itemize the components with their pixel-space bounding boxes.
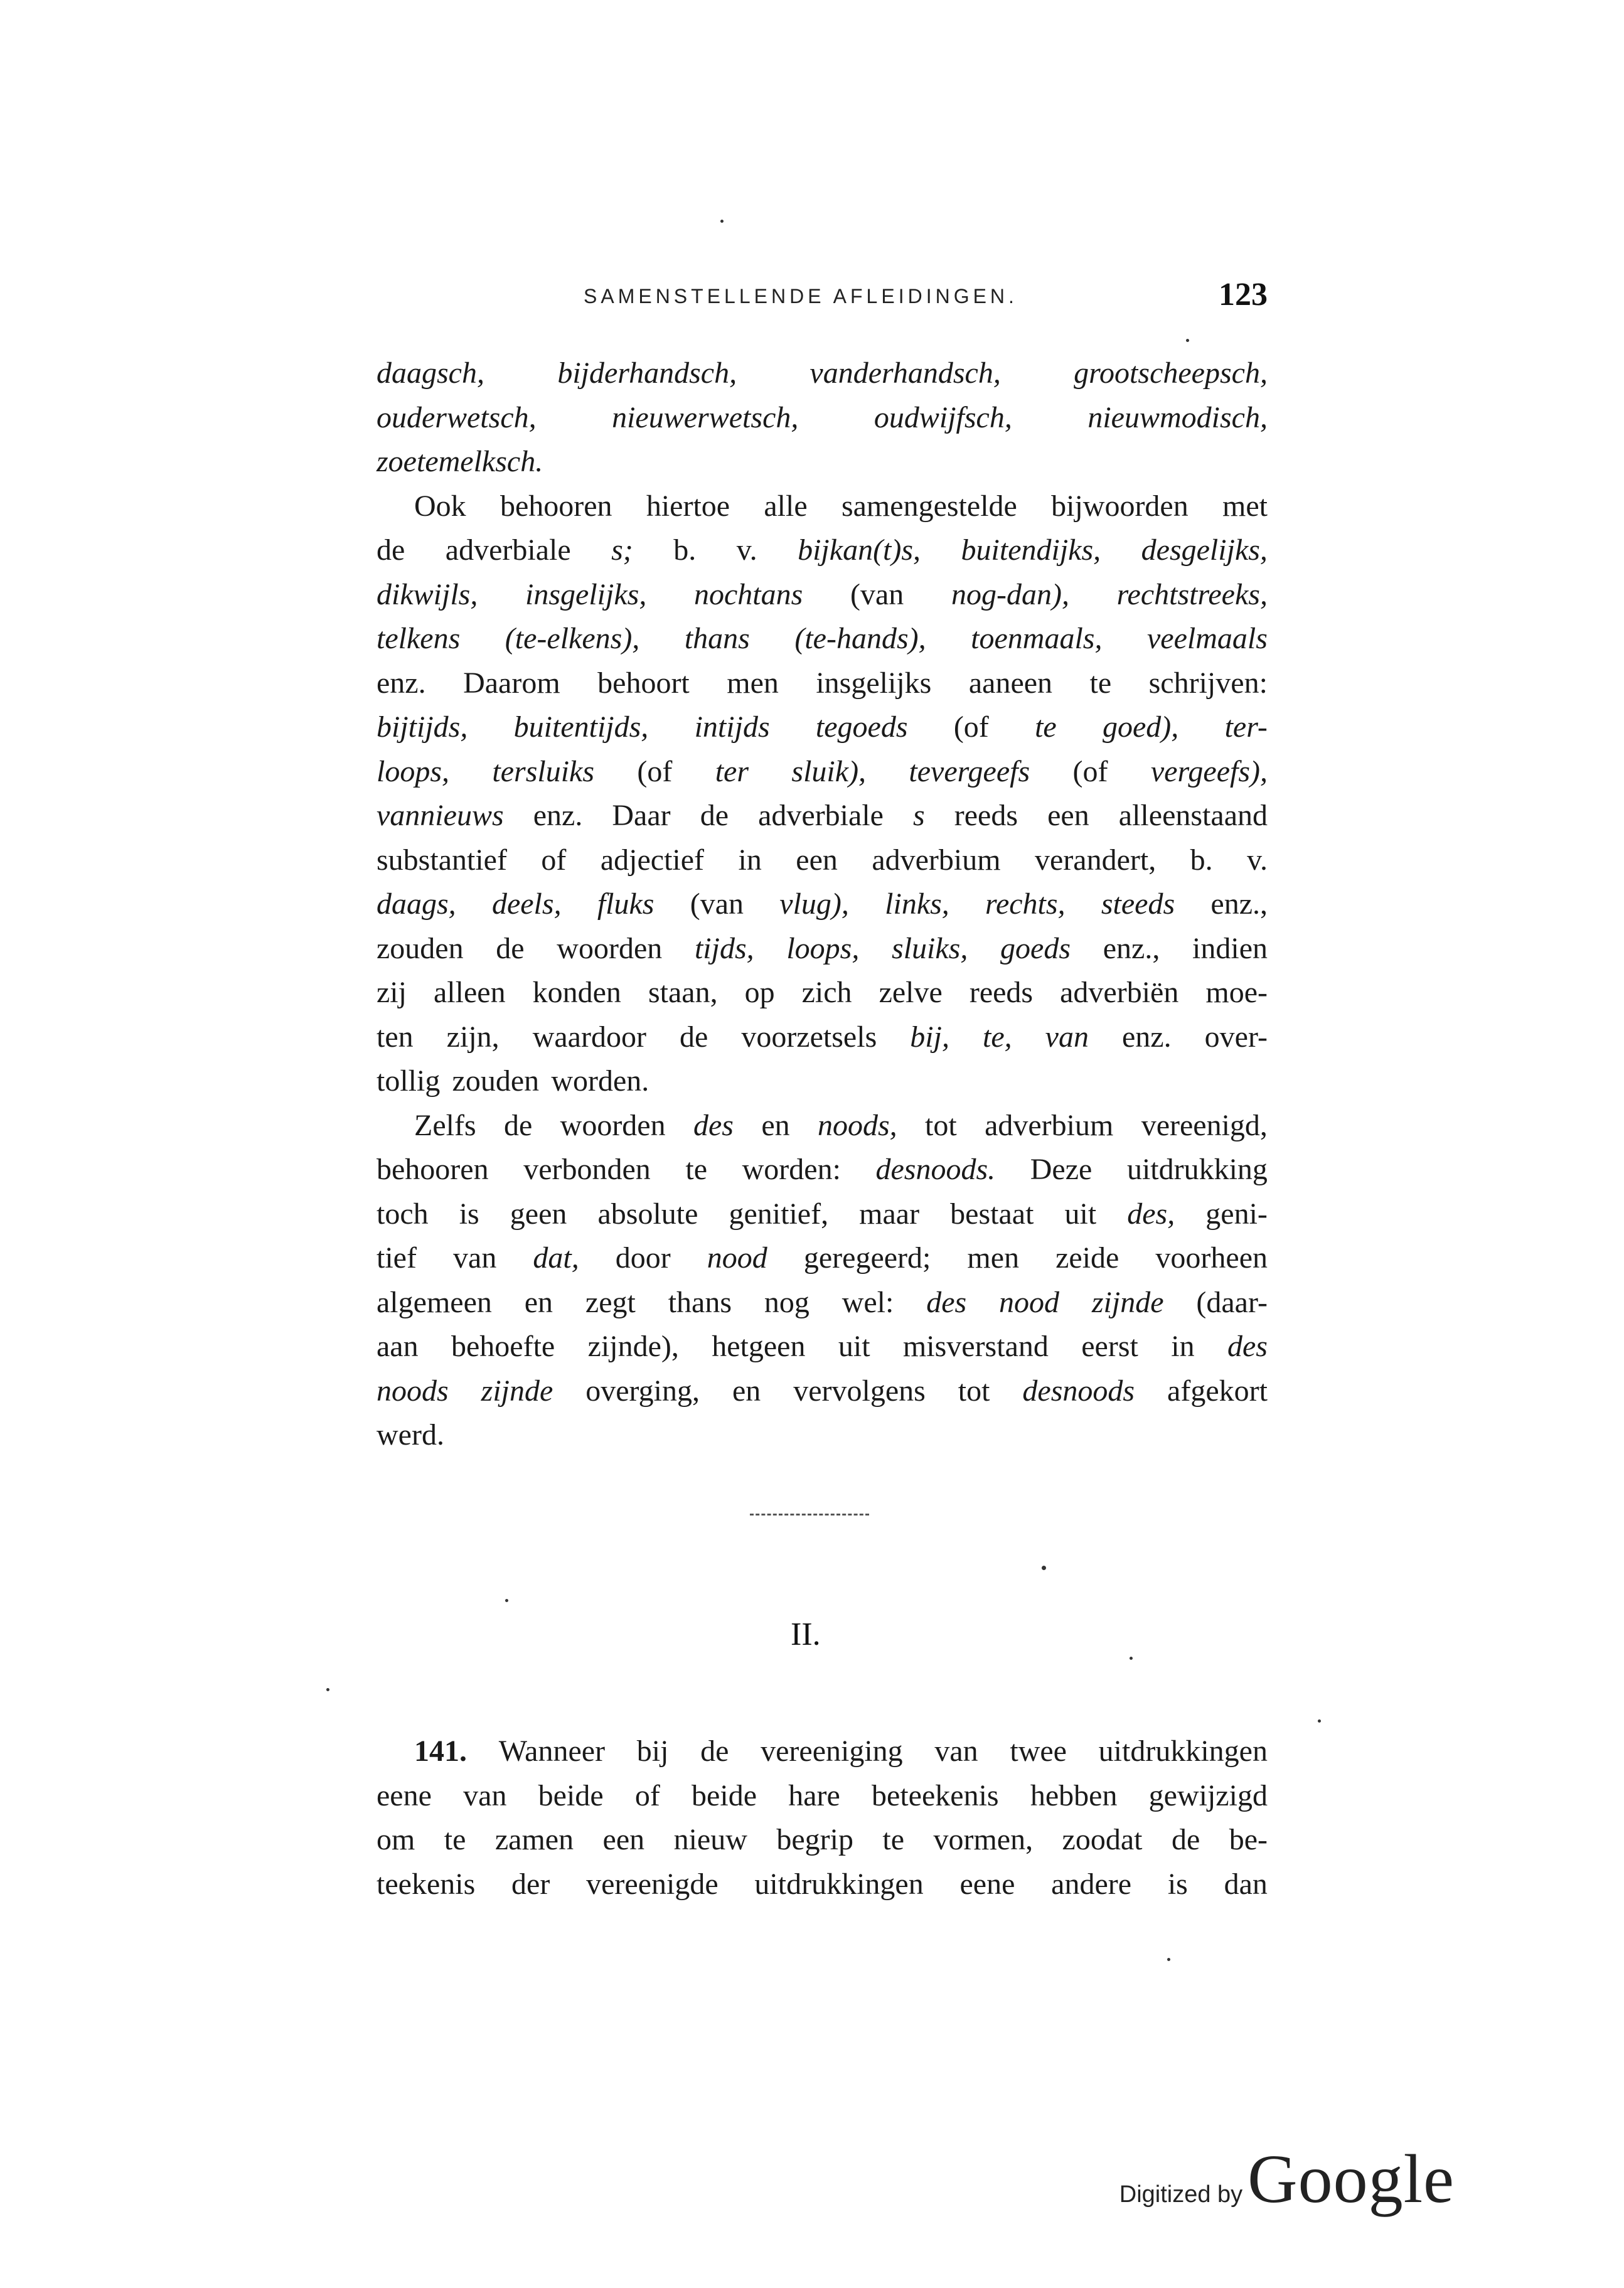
word: rechtstreeks,: [1116, 577, 1268, 611]
word: adverbiale: [445, 533, 571, 567]
word: intijds: [694, 710, 770, 744]
word: alle: [764, 489, 808, 523]
word: nog: [764, 1285, 809, 1319]
word: begrip: [776, 1823, 853, 1856]
word: vormen,: [933, 1823, 1034, 1856]
digitized-label: Digitized by: [1119, 2181, 1243, 2208]
word: vervolgens: [793, 1374, 926, 1408]
word: ten: [377, 1020, 414, 1054]
text-line: [377, 705, 1268, 750]
text-line: [377, 1236, 1268, 1281]
word: samengestelde: [841, 489, 1017, 523]
scan-speck: [1042, 1566, 1046, 1570]
text-line: [377, 971, 1268, 1015]
word: adverbiën: [1060, 976, 1179, 1009]
word: desgelijks,: [1141, 533, 1268, 567]
word: alleenstaand: [1118, 799, 1268, 832]
word: zamen: [494, 1823, 574, 1856]
word: (van: [850, 577, 904, 611]
word: (daar-: [1196, 1285, 1268, 1319]
word: verandert,: [1035, 843, 1157, 877]
word: de: [700, 1735, 729, 1768]
word: grootscheepsch,: [1074, 356, 1268, 390]
text-line: [377, 794, 1268, 838]
text-line: [377, 1015, 1268, 1060]
word: links,: [885, 887, 949, 921]
word: v.: [736, 533, 757, 567]
scan-speck: [1318, 1719, 1321, 1723]
scan-speck: [1186, 339, 1189, 342]
word: werd.: [377, 1418, 444, 1451]
word: bijwoorden: [1051, 489, 1189, 523]
word: tersluiks: [492, 754, 595, 788]
word: algemeen: [377, 1285, 492, 1319]
word: en: [732, 1374, 761, 1408]
word: eene: [377, 1778, 432, 1812]
word: nieuwerwetsch,: [612, 400, 799, 434]
word: dan: [1224, 1867, 1268, 1901]
word: des,: [1127, 1197, 1175, 1231]
word: gewijzigd: [1148, 1778, 1268, 1812]
word: tot: [958, 1374, 990, 1408]
word: (te-hands),: [794, 622, 926, 655]
word: enz.: [533, 799, 583, 832]
running-head: [377, 276, 1268, 320]
word: eene: [959, 1867, 1015, 1901]
word: toch: [377, 1197, 429, 1231]
word: waardoor: [532, 1020, 646, 1054]
word: loops,: [377, 754, 450, 788]
word: vanderhandsch,: [809, 356, 1001, 390]
word: andere: [1051, 1867, 1132, 1901]
text-line: [377, 440, 1268, 484]
word: dat,: [533, 1241, 579, 1275]
paragraph-141: [377, 1729, 1268, 1906]
word: reeds: [954, 799, 1018, 832]
word: insgelijks,: [525, 577, 647, 611]
word: is: [459, 1197, 479, 1231]
word: tollig: [377, 1064, 441, 1098]
word: bijtijds,: [377, 710, 468, 744]
word: nog-dan),: [951, 577, 1069, 611]
word: hare: [788, 1778, 840, 1812]
text-line: [377, 1413, 1268, 1458]
word: der: [511, 1867, 550, 1901]
word: enz.: [377, 666, 426, 700]
word: steeds: [1101, 887, 1175, 921]
word: vereenigde: [586, 1867, 719, 1901]
word: (van: [690, 887, 744, 921]
word: te: [685, 1153, 708, 1186]
word: telkens: [377, 622, 461, 655]
word: van: [453, 1241, 497, 1275]
word: ter-: [1224, 710, 1268, 744]
word: vergeefs),: [1150, 754, 1268, 788]
word: nood: [707, 1241, 767, 1275]
word: enz.,: [1103, 931, 1160, 965]
word: uit: [838, 1330, 870, 1363]
text-line: [377, 1729, 1268, 1773]
body-text: [377, 351, 1268, 1458]
word: oudwijfsch,: [873, 400, 1012, 434]
word: tief: [377, 1241, 417, 1275]
word: daagsch,: [377, 356, 484, 390]
word: woorden: [560, 1108, 666, 1142]
word: afgekort: [1167, 1374, 1268, 1408]
word: loops,: [786, 931, 860, 965]
scan-speck: [720, 220, 724, 223]
word: alleen: [434, 976, 506, 1009]
word: Daar: [612, 799, 671, 832]
text-line: [377, 573, 1268, 617]
word: de: [496, 931, 525, 965]
word: des: [693, 1108, 734, 1142]
word: op: [744, 976, 775, 1009]
word: daags,: [377, 887, 456, 921]
word: zij: [377, 976, 407, 1009]
word: (of: [953, 710, 989, 744]
word: is: [1167, 1867, 1188, 1901]
word: beide: [692, 1778, 757, 1812]
word: Wanneer: [498, 1735, 606, 1768]
word: insgelijks: [816, 666, 932, 700]
text-line: [377, 750, 1268, 794]
word: en: [524, 1285, 553, 1319]
word: thans: [684, 622, 750, 655]
word: voorheen: [1155, 1241, 1268, 1275]
word: noods: [377, 1374, 449, 1408]
word: aan: [377, 1330, 419, 1363]
word: desnoods: [1022, 1374, 1135, 1408]
word: des: [1227, 1330, 1268, 1363]
word: nieuw: [673, 1823, 747, 1856]
word: konden: [532, 976, 621, 1009]
word: zijnde: [481, 1374, 553, 1408]
word: genitief,: [729, 1197, 829, 1231]
word: moe-: [1205, 976, 1268, 1009]
digitized-by-google-watermark: [1119, 2139, 1455, 2219]
word: misverstand: [902, 1330, 1049, 1363]
scan-speck: [326, 1688, 329, 1691]
word: zoetemelksch.: [377, 445, 543, 478]
word: dikwijls,: [377, 577, 478, 611]
word: adverbium: [872, 843, 1001, 877]
text-line: [377, 1862, 1268, 1906]
word: hetgeen: [712, 1330, 806, 1363]
word: te: [1035, 710, 1057, 744]
word: twee: [1010, 1735, 1067, 1768]
text-line: [377, 1192, 1268, 1237]
word: een: [1047, 799, 1089, 832]
word: des: [926, 1285, 967, 1319]
word: beide: [538, 1778, 604, 1812]
word: zouden: [452, 1064, 540, 1098]
word: staan,: [648, 976, 718, 1009]
word: bestaat: [950, 1197, 1034, 1231]
word: b.: [1190, 843, 1213, 877]
word: van: [934, 1735, 978, 1768]
word: Daarom: [463, 666, 560, 700]
word: vlug),: [779, 887, 849, 921]
word: ouderwetsch,: [377, 400, 537, 434]
word: behooren: [499, 489, 612, 523]
word: zijnde: [1091, 1285, 1164, 1319]
word: desnoods.: [875, 1153, 996, 1186]
word: behooren: [377, 1153, 489, 1186]
word: de: [679, 1020, 708, 1054]
word: goeds: [1000, 931, 1071, 965]
word: bijkan(t)s,: [798, 533, 921, 567]
word: Deze: [1030, 1153, 1092, 1186]
word: wel:: [841, 1285, 894, 1319]
word: zijn,: [446, 1020, 499, 1054]
word: voorzetsels: [741, 1020, 877, 1054]
word: aaneen: [968, 666, 1053, 700]
word: overging,: [585, 1374, 700, 1408]
word: hiertoe: [646, 489, 730, 523]
word: van: [463, 1778, 507, 1812]
word: uitdrukking: [1126, 1153, 1268, 1186]
text-line: [377, 396, 1268, 441]
word: sluik),: [791, 754, 867, 788]
text-line: [377, 1325, 1268, 1369]
word: adverbium: [985, 1108, 1114, 1142]
word: nood: [999, 1285, 1060, 1319]
text-line: [377, 1059, 1268, 1104]
text-line: [377, 1148, 1268, 1192]
text-line: [377, 882, 1268, 927]
word: (of: [1072, 754, 1108, 788]
word: uitdrukkingen: [754, 1867, 924, 1901]
word: behoort: [597, 666, 690, 700]
word: v.: [1247, 843, 1268, 877]
word: men: [727, 666, 779, 700]
word: buitentijds,: [513, 710, 649, 744]
word: geregeerd;: [803, 1241, 931, 1275]
word: vereeniging: [761, 1735, 903, 1768]
word: verbonden: [523, 1153, 651, 1186]
word: uit: [1064, 1197, 1097, 1231]
word: eerst: [1081, 1330, 1138, 1363]
word: indien: [1192, 931, 1268, 965]
word: geni-: [1205, 1197, 1268, 1231]
paragraph-number: 141.: [414, 1735, 467, 1768]
word: een: [602, 1823, 645, 1856]
word: de: [1171, 1823, 1200, 1856]
word: nieuwmodisch,: [1087, 400, 1268, 434]
word: door: [615, 1241, 671, 1275]
word: adverbiale: [758, 799, 884, 832]
scan-speck: [505, 1599, 508, 1602]
text-line: [377, 1773, 1268, 1818]
word: be-: [1229, 1823, 1268, 1856]
word: noods,: [817, 1108, 897, 1142]
section-heading: II.: [791, 1617, 821, 1652]
word: substantief: [377, 843, 507, 877]
text-line: [377, 838, 1268, 883]
word: Ook: [414, 489, 466, 523]
word: bij: [636, 1735, 669, 1768]
word: bijderhandsch,: [557, 356, 737, 390]
word: maar: [859, 1197, 920, 1231]
word: bij,: [910, 1020, 949, 1054]
word: worden.: [551, 1064, 649, 1098]
word: tegoeds: [815, 710, 908, 744]
word: de: [503, 1108, 533, 1142]
word: vereenigd,: [1141, 1108, 1268, 1142]
word: zegt: [585, 1285, 636, 1319]
word: zijnde),: [587, 1330, 679, 1363]
word: of: [634, 1778, 660, 1812]
text-line: [377, 484, 1268, 529]
word: s: [913, 799, 925, 832]
text-line: [377, 1104, 1268, 1148]
text-line: [377, 1281, 1268, 1325]
word: (of: [637, 754, 673, 788]
text-line: [377, 1369, 1268, 1414]
word: zelve: [879, 976, 943, 1009]
scan-speck: [1130, 1657, 1133, 1660]
section-divider: [750, 1514, 869, 1516]
word: tot: [925, 1108, 957, 1142]
word: rechts,: [985, 887, 1066, 921]
word: uitdrukkingen: [1098, 1735, 1268, 1768]
text-line: [377, 661, 1268, 706]
word: over-: [1204, 1020, 1268, 1054]
word: worden:: [742, 1153, 841, 1186]
word: reeds: [969, 976, 1034, 1009]
word: vannieuws: [377, 799, 504, 832]
word: hebben: [1030, 1778, 1118, 1812]
word: te: [444, 1823, 466, 1856]
word: met: [1222, 489, 1268, 523]
word: behoefte: [451, 1330, 555, 1363]
word: zich: [801, 976, 852, 1009]
word: schrijven:: [1148, 666, 1268, 700]
word: zouden: [377, 931, 464, 965]
word: woorden: [557, 931, 663, 965]
word: absolute: [597, 1197, 698, 1231]
word: een: [796, 843, 838, 877]
word: om: [377, 1823, 415, 1856]
running-title: SAMENSTELLENDE AFLEIDINGEN.: [584, 285, 1018, 307]
word: geen: [510, 1197, 567, 1231]
word: sluiks,: [892, 931, 968, 965]
word: te,: [982, 1020, 1012, 1054]
text-line: [377, 351, 1268, 396]
word: teekenis: [377, 1867, 476, 1901]
word: nochtans: [694, 577, 803, 611]
text-line: [377, 1817, 1268, 1862]
word: tevergeefs: [909, 754, 1030, 788]
word: Zelfs: [414, 1108, 476, 1142]
word: te: [882, 1823, 905, 1856]
word: enz.: [1122, 1020, 1172, 1054]
word: goed),: [1102, 710, 1179, 744]
word: adjectief: [600, 843, 705, 877]
word: s;: [611, 533, 633, 567]
word: toenmaals,: [971, 622, 1103, 655]
google-logo: Google: [1247, 2141, 1455, 2217]
word: de: [700, 799, 729, 832]
text-line: [377, 927, 1268, 971]
text-line: [377, 528, 1268, 573]
word: beteekenis: [872, 1778, 999, 1812]
word: tijds,: [694, 931, 754, 965]
word: fluks: [597, 887, 654, 921]
word: en: [761, 1108, 790, 1142]
word: veelmaals: [1147, 622, 1268, 655]
page-number: 123: [1219, 277, 1268, 313]
word: enz.,: [1210, 887, 1268, 921]
word: van: [1045, 1020, 1089, 1054]
scan-speck: [1167, 1958, 1170, 1961]
word: thans: [668, 1285, 732, 1319]
word: zoodat: [1062, 1823, 1143, 1856]
word: in: [1171, 1330, 1195, 1363]
word: te: [1089, 666, 1112, 700]
word: deels,: [491, 887, 562, 921]
word: in: [738, 843, 762, 877]
word: of: [541, 843, 567, 877]
word: buitendijks,: [961, 533, 1101, 567]
text-line: [377, 617, 1268, 661]
word: de: [377, 533, 405, 567]
word: men: [967, 1241, 1020, 1275]
word: (te-elkens),: [505, 622, 640, 655]
word: b.: [673, 533, 697, 567]
word: ter: [715, 754, 749, 788]
word: zeide: [1055, 1241, 1119, 1275]
